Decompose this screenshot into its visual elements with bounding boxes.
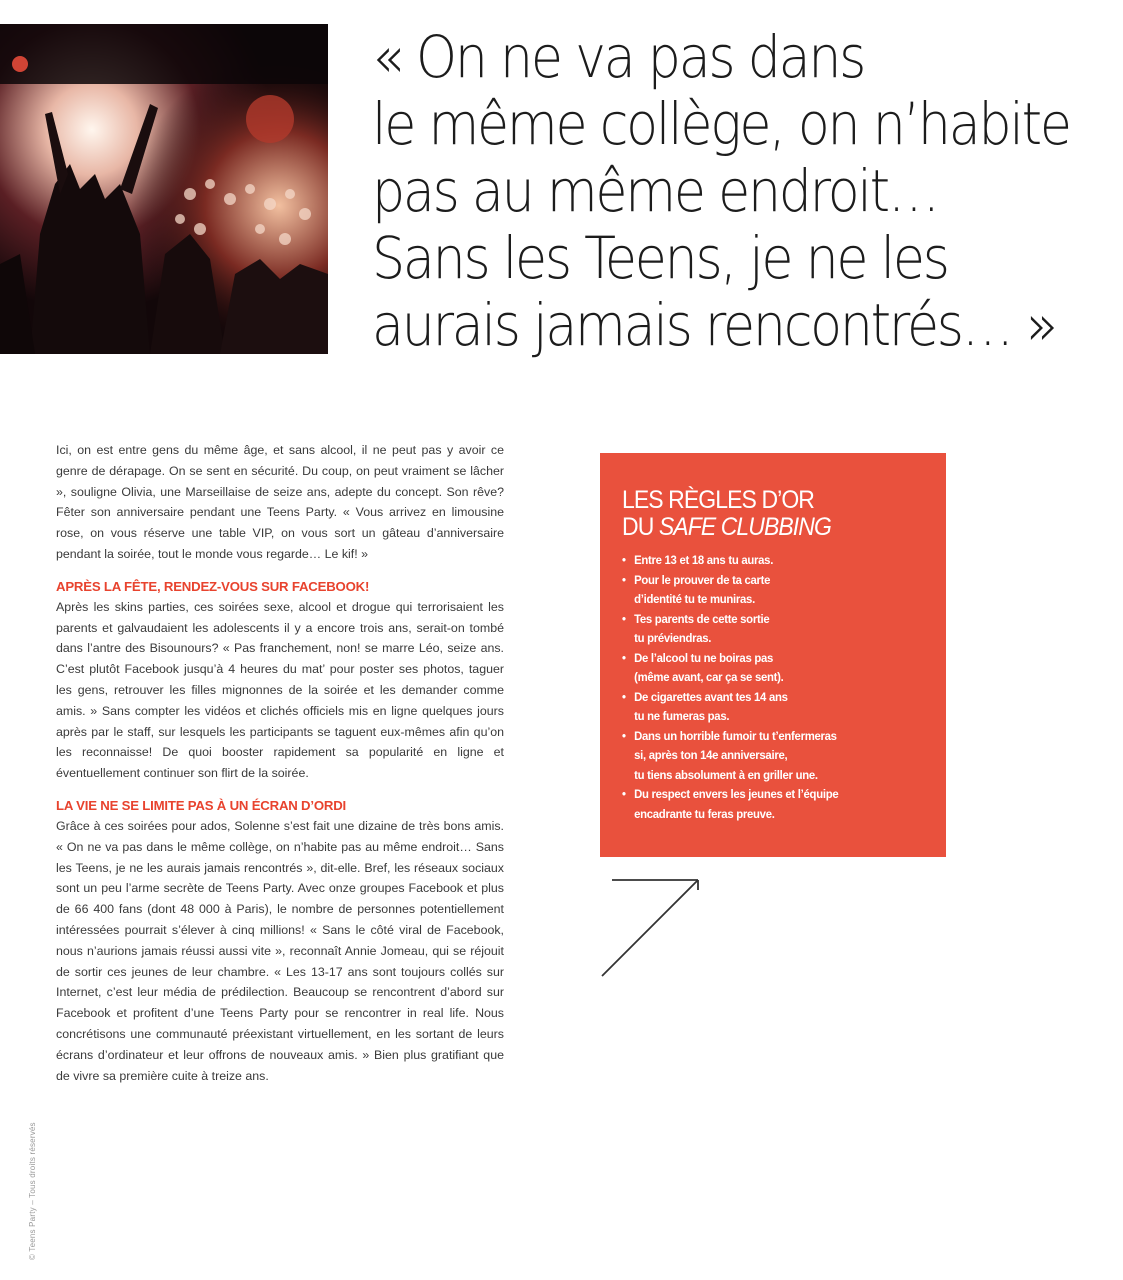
rule-text: Dans un horrible fumoir tu t’enfermeras si, après ton 14e anniversaire, tu tiens absolument à en griller une. [634,728,837,782]
rules-title-line2 [622,514,902,541]
pull-quote [372,23,1070,359]
article-body [56,440,504,1098]
diagonal-arrow-icon [598,874,704,980]
pull-quote-line: « On ne va pas dans [372,23,865,91]
photo-credit: © Teens Party – Tous droits réservés [28,1122,37,1260]
rule-item [622,688,905,727]
rules-title-prefix: DU [622,513,659,541]
rule-text: Entre 13 et 18 ans tu auras. [634,553,774,567]
section-heading-facebook: APRÈS LA FÊTE, RENDEZ-VOUS SUR FACEBOOK! [56,578,370,594]
bullet-icon: • [622,611,626,626]
rule-text: Tes parents de cette sortie tu préviendras. [634,611,770,645]
section-paragraph-facebook: Après les skins parties, ces soirées sexe, alcool et drogue qui terrorisaient les parents et galvaudaient les adolescents il y a encore trois ans, serait-on tombé dans l’antre des Bisounours? « Pas franchement, non! se marre Léo, seize ans. C’est plutôt Facebook jusqu’à 4 heures du mat’ pour poster ses photos, taguer les gens, retrouver les filles mignonnes de la soirée et les demander comme amis. » Sans compter les vidéos et clichés officiels mis en ligne quelques jours après par le staff, sur lesquels les participants se taguent eux-mêmes afin qu’on les reconnaisse! De quoi booster rapidement sa popularité en ligne et éventuellement continuer son flirt de la soirée. [56,599,504,781]
bullet-icon: • [622,650,626,665]
rule-text: Pour le prouver de ta carte d’identité tu te muniras. [634,572,771,606]
rule-text: De cigarettes avant tes 14 ans tu ne fumeras pas. [634,689,788,723]
pull-quote-line: le même collège, on n’habite [372,90,1070,158]
rule-text: Du respect envers les jeunes et l’équipe encadrante tu feras preuve. [634,787,839,821]
rules-box [600,453,946,857]
pull-quote-line: aurais jamais rencontrés… » [372,291,1056,359]
bullet-icon: • [622,689,626,704]
rule-item [622,610,905,649]
rule-item [622,571,905,610]
rule-text: De l’alcool tu ne boiras pas (même avant, car ça se sent). [634,650,784,684]
rules-title-line1: LES RÈGLES D’OR [622,486,814,514]
rule-item [622,649,905,688]
rules-title-italic: SAFE CLUBBING [658,513,831,541]
rule-item [622,727,905,786]
bullet-icon: • [622,728,626,743]
rules-box-title [622,487,902,541]
bullet-icon: • [622,787,626,801]
rules-list [622,551,926,824]
rule-item [622,785,905,824]
pull-quote-line: Sans les Teens, je ne les [372,224,948,292]
intro-paragraph: Ici, on est entre gens du même âge, et sans alcool, il ne peut pas y avoir ce genre de dérapage. On se sent en sécurité. Du coup, on peut vraiment se lâcher », souligne Olivia, une Marseillaise de seize ans, adepte du concept. Son rêve? Fêter son anniversaire pendant une Teens Party. « Vous arrivez en limousine rose, on vous réserve une table VIP, on vous sort un gâteau d’anniversaire pendant la soirée, tout le monde vous regarde… Le kif! » [56,443,504,561]
party-photo [0,24,328,354]
section-paragraph-ordi: Grâce à ces soirées pour ados, Solenne s’est fait une dizaine de très bons amis. « On ne va pas dans le même collège, on n’habite pas au même endroit… Sans les Teens, je ne les aurais jamais rencontrés », dit-elle. Bref, les réseaux sociaux sont un peu l’arme secrète de Teens Party. Avec onze groupes Facebook et plus de 66 400 fans (dont 48 000 à Paris), le nombre de personnes potentiellement intéressées pourrait s’élever à cinq millions! « Sans le côté viral de Facebook, nous n’aurions jamais réussi aussi vite », reconnaît Annie Jomeau, qui se réjouit de sortir ces jeunes de leur chambre. « Les 13-17 ans sont toujours collés sur Internet, c’est leur média de prédilection. Beaucoup se rencontrent d’abord sur Facebook et profitent d’une Teens Party pour se rencontrer in real life. Nous concrétisons une communauté préexistant virtuellement, en les sortant de leurs écrans d’ordinateur et leur offrons de nouveaux amis. » Bien plus gratifiant que de vivre sa première cuite à treize ans. [56,818,504,1083]
bullet-icon: • [622,553,626,567]
pull-quote-line: pas au même endroit… [372,157,938,225]
rule-item [622,551,905,571]
section-heading-ordi: LA VIE NE SE LIMITE PAS À UN ÉCRAN D’ORDI [56,797,347,813]
bullet-icon: • [622,572,626,587]
